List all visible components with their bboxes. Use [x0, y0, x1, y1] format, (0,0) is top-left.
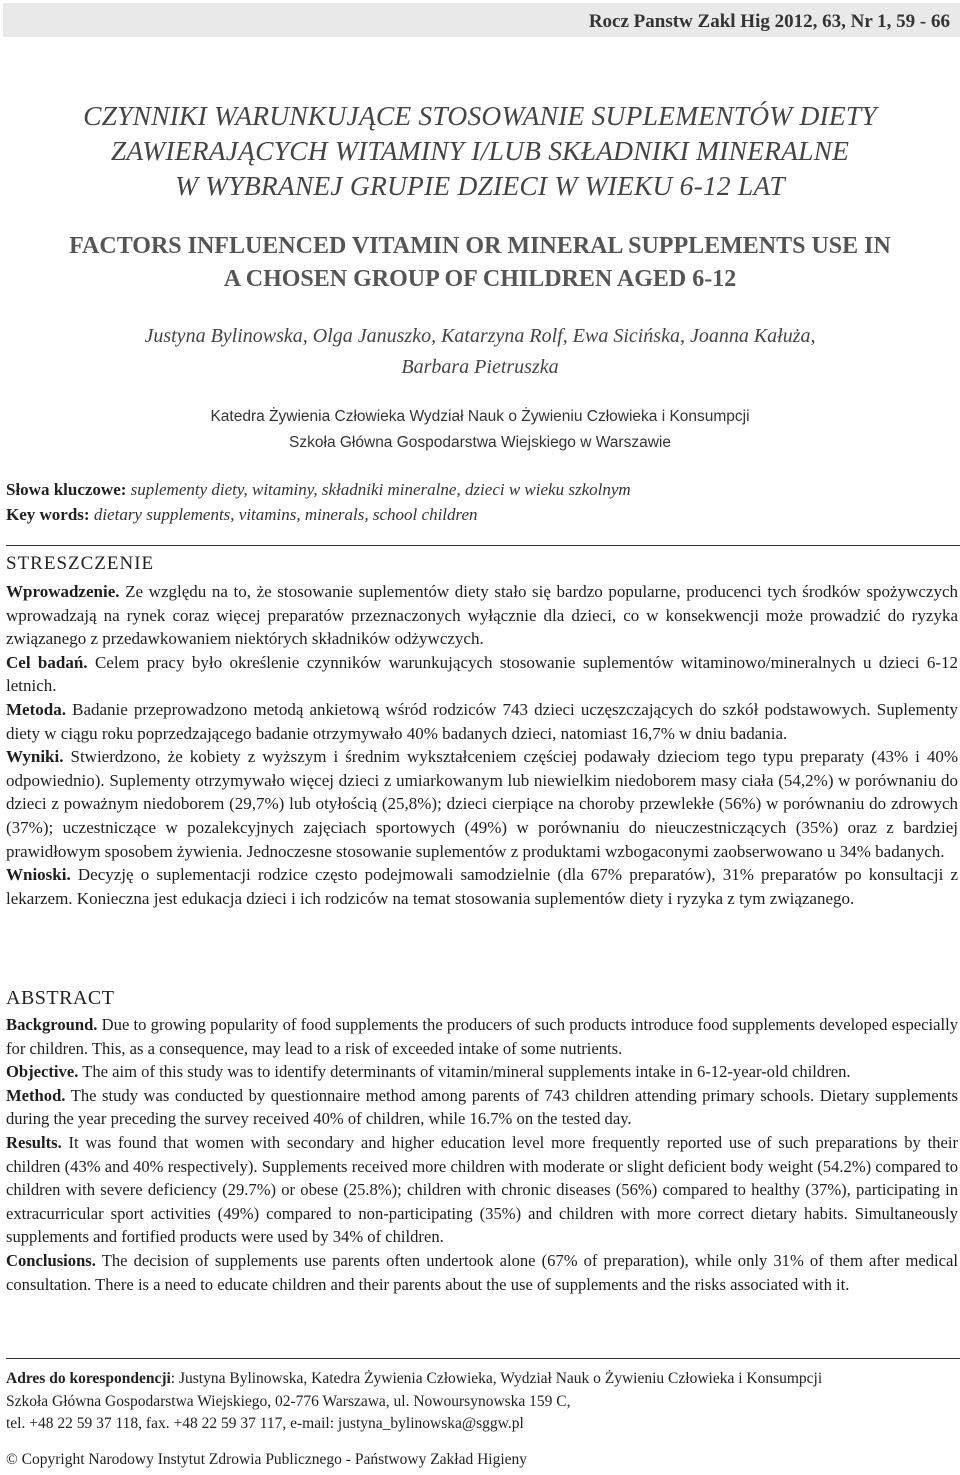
header-bar — [3, 3, 960, 37]
section-text: It was found that women with secondary and higher education level more frequently reported use of such preparations by their children (43% and 40% respectively). Supplements received more children with moderate or slight deficient body weight (54.2%) compared to children with severe deficiency (29.7%) or obese (25.8%); children with chronic diseases (56%) compared to healthy (37%), participating in extracurricular sport activities (49%) compared to non-participating (35%) and children with more correct dietary habits. Simultaneously supplements and fortified products were used by 34% of children. — [6, 1132, 958, 1247]
affiliation-line: Katedra Żywienia Człowieka Wydział Nauk o Żywieniu Człowieka i Konsumpcji — [210, 408, 750, 425]
section-label: Conclusions. — [6, 1250, 96, 1270]
title-en-line: FACTORS INFLUENCED VITAMIN OR MINERAL SUPPLEMENTS USE IN — [69, 233, 891, 259]
section-text: The decision of supplements use parents often undertook alone (67% of preparation), while only 31% of them after medical consultation. There is a need to educate children and their parents about the use of supplements and the risks associated with it. — [6, 1250, 958, 1294]
section-text: Stwierdzono, że kobiety z wyższym i średnim wykształceniem częściej podawały dzieciom tego typu preparaty (43% i 40% odpowiednio). Suplementy otrzymywało więcej dzieci z umiarkowanym lub niewielkim niedoborem masy ciała (54,2%) w porównaniu do dzieci z poważnym niedoborem (29,7%) lub otyłością (25,8%); dzieci cierpiące na choroby przewlekłe (56%) w porównaniu do zdrowych (37%); uczestniczące w pozalekcyjnych zajęciach sportowych (49%) w porównaniu do nieuczestniczących (35%) oraz z bardziej prawidłowym sposobem żywienia. Jednoczesne stosowanie suplementów z produktami wzbogaconymi zaobserwowano u 34% badanych. — [6, 747, 958, 861]
section-label: Wyniki. — [6, 747, 64, 767]
keywords-en-value: dietary supplements, vitamins, minerals, school children — [93, 505, 478, 524]
section-text: Celem pracy było określenie czynników warunkujących stosowanie suplementów witaminowo/mineralnych u dzieci 6-12 letnich. — [6, 652, 958, 696]
title-english — [0, 230, 960, 296]
streszczenie-paragraph — [6, 863, 958, 910]
section-label: Wprowadzenie. — [6, 582, 120, 601]
abstract-paragraph — [6, 1249, 958, 1296]
title-pl-line: CZYNNIKI WARUNKUJĄCE STOSOWANIE SUPLEMENTÓW DIETY — [83, 100, 877, 131]
title-pl-line: ZAWIERAJĄCYCH WITAMINY I/LUB SKŁADNIKI MINERALNE — [110, 135, 850, 166]
streszczenie-paragraph — [6, 580, 958, 651]
abstract-paragraph — [6, 1131, 958, 1249]
streszczenie-heading: STRESZCZENIE — [6, 553, 155, 574]
correspondence-label: Adres do korespondencji — [6, 1370, 171, 1387]
abstract-paragraph — [6, 1013, 958, 1060]
affiliation — [0, 404, 960, 456]
section-label: Background. — [6, 1015, 98, 1034]
authors-line: Barbara Pietruszka — [401, 356, 559, 378]
title-pl-line: W WYBRANEJ GRUPIE DZIECI W WIEKU 6-12 LAT — [175, 170, 785, 201]
section-label: Method. — [6, 1085, 66, 1105]
section-label: Cel badań. — [6, 652, 88, 672]
keywords-pl-label: Słowa kluczowe: — [6, 480, 127, 499]
keywords-block — [6, 477, 956, 527]
keywords-pl-value: suplementy diety, witaminy, składniki mineralne, dzieci w wieku szkolnym — [130, 480, 631, 499]
section-text: The aim of this study was to identify determinants of vitamin/mineral supplements intake in 6-12-year-old children. — [82, 1062, 851, 1082]
affiliation-line: Szkoła Główna Gospodarstwa Wiejskiego w Warszawie — [289, 434, 671, 451]
section-text: The study was conducted by questionnaire method among parents of 743 children attending primary schools. Dietary supplements during the year preceding the survey received 40% of children, while 16.7% on the tested day. — [6, 1085, 958, 1129]
divider-line — [6, 545, 960, 546]
correspondence-name: : Justyna Bylinowska, Katedra Żywienia Człowieka, Wydział Nauk o Żywieniu Człowieka i Konsumpcji — [170, 1370, 823, 1387]
title-polish — [0, 98, 960, 203]
correspondence-block — [6, 1368, 958, 1436]
section-text: Decyzję o suplementacji rodzice często podejmowali samodzielnie (dla 67% preparatów), 31% preparatów po konsultacji z lekarzem. Konieczna jest edukacja dzieci i ich rodziców na temat stosowania suplementów diety i ryzyka z tym związanego. — [6, 865, 959, 908]
section-label: Results. — [6, 1132, 62, 1152]
abstract-paragraph — [6, 1084, 958, 1131]
footer-divider — [6, 1358, 960, 1359]
abstract-heading: ABSTRACT — [6, 987, 115, 1009]
abstract-paragraph — [6, 1060, 958, 1084]
copyright-notice: © Copyright Narodowy Instytut Zdrowia Publicznego - Państwowy Zakład Higieny — [6, 1451, 528, 1468]
streszczenie-paragraph — [6, 651, 958, 698]
keywords-pl — [6, 477, 956, 502]
correspondence-line — [6, 1368, 958, 1391]
section-label: Objective. — [6, 1062, 79, 1082]
streszczenie-paragraph — [6, 698, 958, 745]
section-text: Ze względu na to, że stosowanie suplementów diety stało się bardzo popularne, producenci tych środków spożywczych wprowadzają na rynek coraz więcej preparatów przeznaczonych wyłącznie dla dzieci, co w konsekwencji może prowadzić do ryzyka związanego z przedawkowaniem niektórych składników odżywczych. — [6, 582, 959, 649]
section-text: Due to growing popularity of food supplements the producers of such products introduce food supplements developed especially for children. This, as a consequence, may lead to a risk of exceeded intake of some nutrients. — [6, 1015, 958, 1058]
correspondence-contact: tel. +48 22 59 37 118, fax. +48 22 59 37 117, e-mail: justyna_bylinowska@sggw.pl — [6, 1415, 524, 1432]
journal-citation: Rocz Panstw Zakl Hig 2012, 63, Nr 1, 59 - 66 — [588, 11, 950, 32]
authors-line: Justyna Bylinowska, Olga Januszko, Katarzyna Rolf, Ewa Sicińska, Joanna Kałuża, — [144, 325, 816, 347]
section-label: Metoda. — [6, 699, 66, 719]
section-label: Wnioski. — [6, 865, 71, 885]
keywords-en — [6, 502, 956, 527]
streszczenie-paragraph — [6, 745, 958, 863]
correspondence-address: Szkoła Główna Gospodarstwa Wiejskiego, 02-776 Warszawa, ul. Nowoursynowska 159 C, — [6, 1392, 571, 1410]
keywords-en-label: Key words: — [6, 505, 90, 524]
author-list — [0, 321, 960, 383]
section-text: Badanie przeprowadzono metodą ankietową wśród rodziców 743 dzieci uczęszczających do szkół podstawowych. Suplementy diety w ciągu roku poprzedzającego badanie otrzymywało 40% badanych dzieci, natomiast 16,7% w dniu badania. — [6, 699, 959, 743]
title-en-line: A CHOSEN GROUP OF CHILDREN AGED 6-12 — [223, 266, 737, 292]
streszczenie-body — [6, 580, 958, 910]
abstract-body — [6, 1013, 958, 1296]
